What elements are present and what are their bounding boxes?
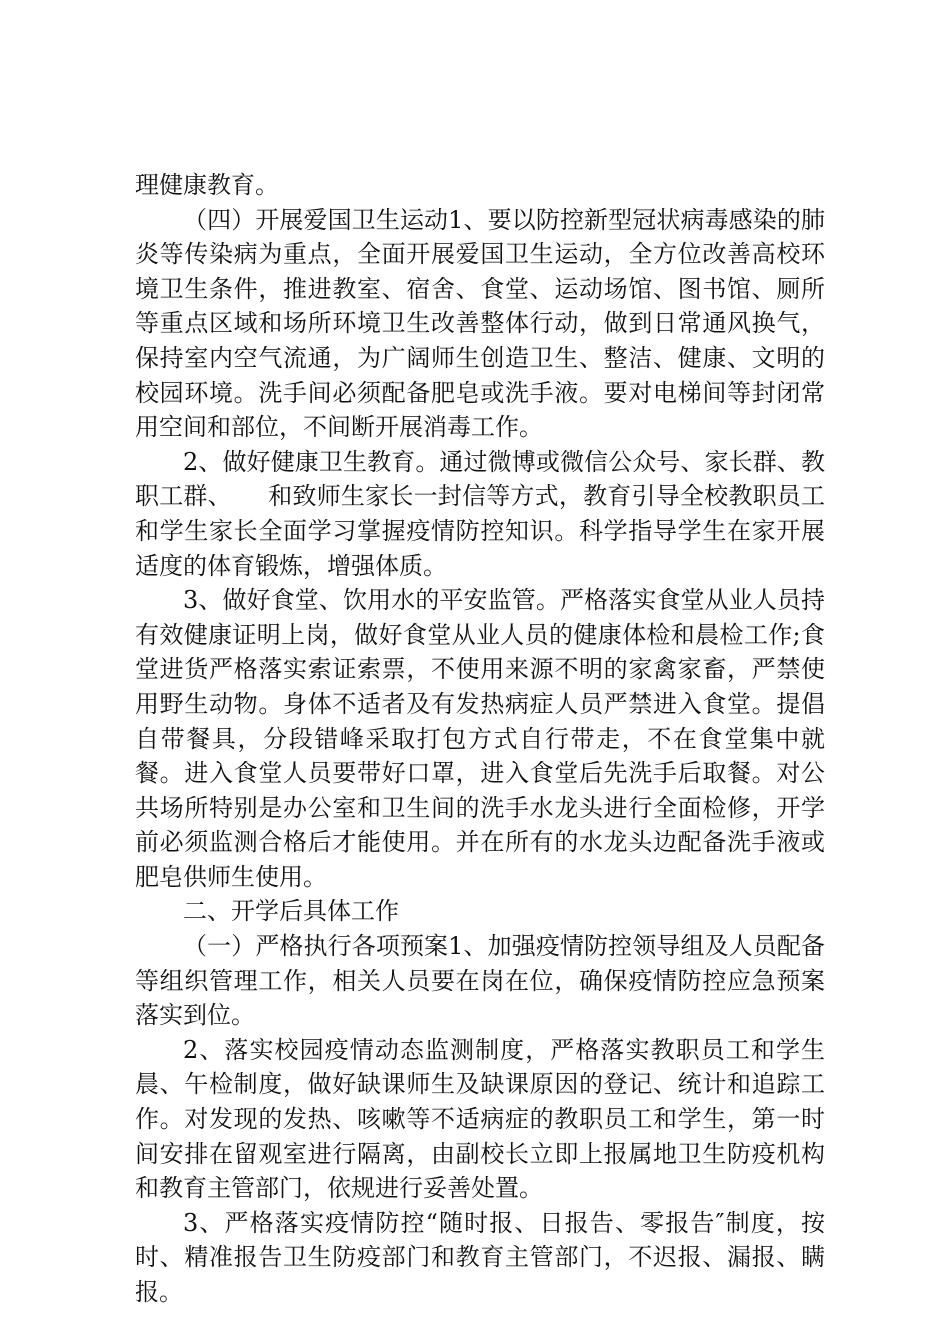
paragraph-patriotic-health-campaign: （四）开展爱国卫生运动1、要以防控新型冠状病毒感染的肺炎等传染病为重点，全面开展爱国卫生运动，全方位改善高校环境卫生条件，推进教室、宿舍、食堂、运动场馆、图书馆、厕所等重点区域和场所环境卫生改善整体行动，做到日常通风换气，保持室内空气流通，为广阔师生创造卫生、整洁、健康、文明的校园环境。洗手间必须配备肥皂或洗手液。要对电梯间等封闭常用空间和部位，不间断开展消毒工作。 — [135, 205, 825, 442]
paragraph-continuation: 理健康教育。 — [135, 171, 279, 199]
paragraph-reporting-system: 3、严格落实疫情防控“随时报、日报告、零报告″制度，按时、精准报告卫生防疫部门和教育主管部门，不迟报、漏报、瞒报。 — [135, 1208, 825, 1306]
document-body — [135, 168, 825, 1310]
section-heading-after-school-opening: 二、开学后具体工作 — [183, 897, 399, 926]
paragraph-health-education: 2、做好健康卫生教育。通过微博或微信公众号、家长群、教职工群、 和致师生家长一封信等方式，教育引导全校教职员工和学生家长全面学习掌握疫情防控知识。科学指导学生在家开展适度的体育锻炼，增强体质。 — [135, 447, 825, 580]
paragraph-epidemic-monitoring: 2、落实校园疫情动态监测制度，严格落实教职员工和学生晨、午检制度，做好缺课师生及缺课原因的登记、统计和追踪工作。对发现的发热、咳嗽等不适病症的教职员工和学生，第一时间安排在留观室进行隔离，由副校长立即上报属地卫生防疫机构和教育主管部门，依规进行妥善处置。 — [135, 1035, 825, 1203]
paragraph-canteen-water-safety: 3、做好食堂、饮用水的平安监管。严格落实食堂从业人员持有效健康证明上岗，做好食堂从业人员的健康体检和晨检工作;食堂进货严格落实索证索票，不使用来源不明的家禽家畜，严禁使用野生动物。身体不适者及有发热病症人员严禁进入食堂。提倡自带餐具，分段错峰采取打包方式自行带走，不在食堂集中就餐。进入食堂人员要带好口罩，进入食堂后先洗手后取餐。对公共场所特别是办公室和卫生间的洗手水龙头进行全面检修，开学前必须监测合格后才能使用。并在所有的水龙头边配备洗手液或肥皂供师生使用。 — [135, 586, 825, 891]
paragraph-execute-plans: （一）严格执行各项预案1、加强疫情防控领导组及人员配备等组织管理工作，相关人员要在岗在位，确保疫情防控应急预案落实到位。 — [135, 932, 825, 1030]
